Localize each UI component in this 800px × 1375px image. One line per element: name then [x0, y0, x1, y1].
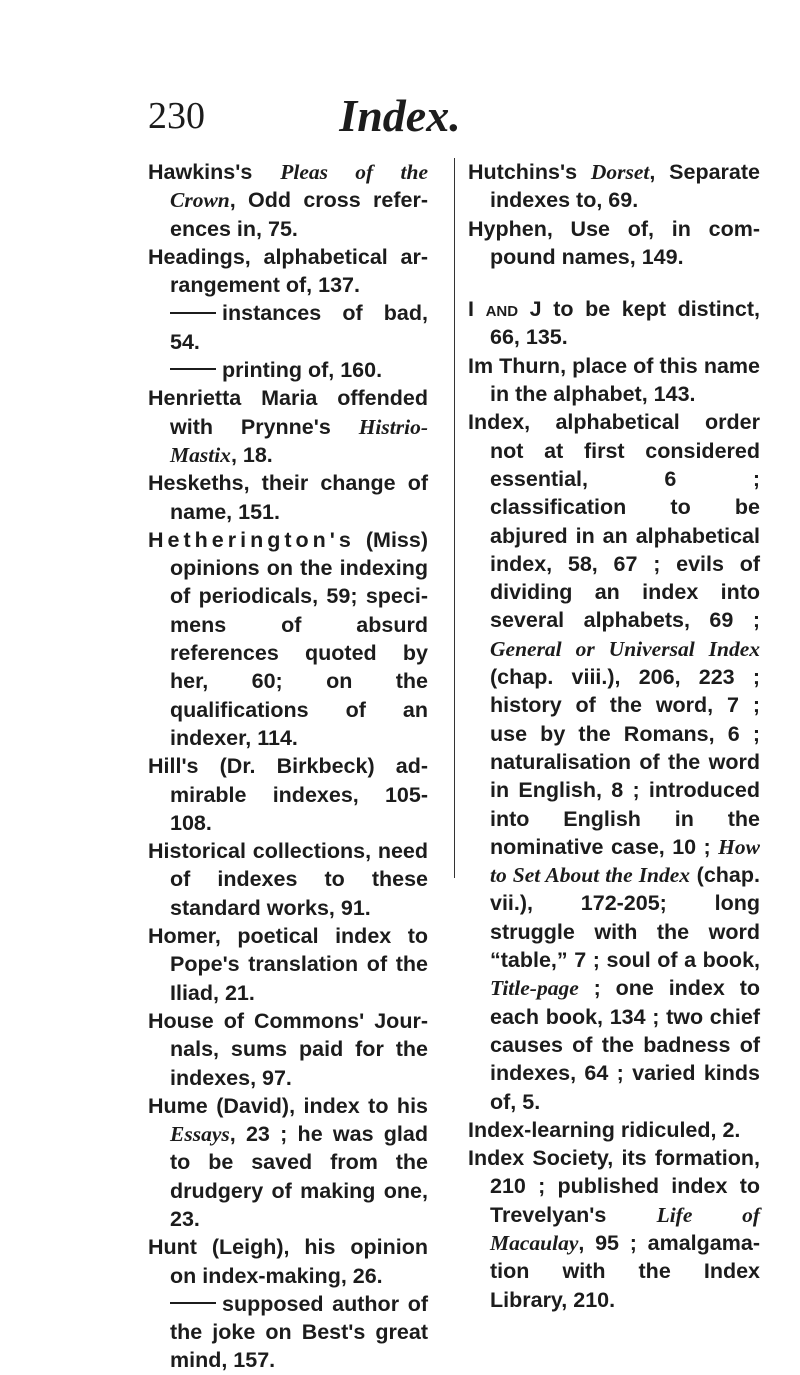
- index-entry-i-and-j: I and J to be kept distinct, 66, 135.: [468, 297, 760, 350]
- ditto-dash: [170, 368, 216, 370]
- index-entry-commons: House of Commons' Journals, sums paid for the indexes, 97.: [148, 1008, 428, 1090]
- index-entry-hunt-joke: supposed author of the joke on Best's great mind, 157.: [170, 1291, 428, 1373]
- page-header: [0, 90, 800, 144]
- index-entry-index: Index, alphabetical order not at first considered essential, 6 ; classification to be abjured in an alphabetical index, 58, 67 ; evils of dividing an index into several alphabets, 69 ; General or Universal Index (chap. viii.), 206, 223 ; history of the word, 7 ; use by the Romans, 6 ; naturalisation of the word in English, 8 ; introduced into English in the nominative case, 10 ; How to Set About the Index (chap. vii.), 172-205; long struggle with the word “table,” 7 ; soul of a book, Title-page ; one index to each book, 134 ; two chief causes of the badness of indexes, 64 ; varied kinds of, 5.: [468, 410, 760, 1114]
- running-title: Index.: [339, 90, 461, 141]
- index-column-left: [148, 158, 428, 1375]
- index-entry-hesketh: Heskeths, their change of name, 151.: [148, 471, 428, 524]
- page-number: 230: [148, 95, 205, 137]
- index-entry-index-society: Index Society, its formation, 210 ; published index to Trevelyan's Life of Macaulay, 95 ; amalgamation with the Index Library, 210.: [468, 1146, 760, 1312]
- index-entry-homer: Homer, poetical index to Pope's translation of the Iliad, 21.: [148, 924, 428, 1005]
- index-entry-headings-bad: instances of bad, 54.: [170, 301, 428, 354]
- index-entry-historical: Historical collections, need of indexes to these standard works, 91.: [148, 839, 428, 920]
- index-entry-index-learning: Index-learning ridiculed, 2.: [468, 1117, 741, 1142]
- index-entry-headings-printing: printing of, 160.: [148, 356, 428, 384]
- index-entry-headings: Headings, alphabetical arrangement of, 137.: [148, 244, 428, 298]
- index-entry-hume: Hume (David), index to his Essays, 23 ; he was glad to be saved from the drudgery of making one, 23.: [148, 1093, 428, 1231]
- italic-title: Pleas of the Crown: [170, 160, 428, 213]
- spaced-text: Hetherington's: [148, 527, 355, 552]
- index-entry-hutchins: Hutchins's Dorset, Separate indexes to, 69.: [468, 160, 760, 213]
- column-divider: [454, 158, 455, 878]
- italic-title: Dorset: [590, 160, 650, 184]
- italic-title: Life of Macaulay: [490, 1202, 760, 1255]
- italic-title: Title-page: [490, 976, 579, 1001]
- italic-title: How to Set About the Index: [490, 834, 760, 888]
- index-column-right: [468, 158, 760, 1314]
- small-caps-text: and: [485, 297, 519, 322]
- ditto-dash: [170, 312, 216, 314]
- index-entry-hawkins: Hawkins's Pleas of the Crown, Odd cross references in, 75.: [148, 160, 428, 241]
- index-entry-hunt: Hunt (Leigh), his opinion on index-making, 26.: [148, 1235, 428, 1288]
- ditto-dash: [170, 1302, 216, 1304]
- index-entry-im-thurn: Im Thurn, place of this name in the alphabet, 143.: [468, 353, 760, 407]
- italic-title: General or Universal Index: [490, 636, 760, 661]
- italic-title: Essays: [170, 1122, 230, 1147]
- index-entry-henrietta: Henrietta Maria offended with Prynne's Histrio-Mastix, 18.: [148, 386, 428, 467]
- italic-title: Histrio-Mastix: [170, 414, 428, 467]
- index-entry-hetherington: Hetherington's (Miss) opinions on the indexing of periodicals, 59; specimens of absurd references quoted by her, 60; on the qualifications of an indexer, 114.: [148, 527, 428, 750]
- index-entry-hyphen: Hyphen, Use of, in compound names, 149.: [468, 216, 760, 269]
- index-entry-hill: Hill's (Dr. Birkbeck) admirable indexes, 105-108.: [148, 754, 428, 835]
